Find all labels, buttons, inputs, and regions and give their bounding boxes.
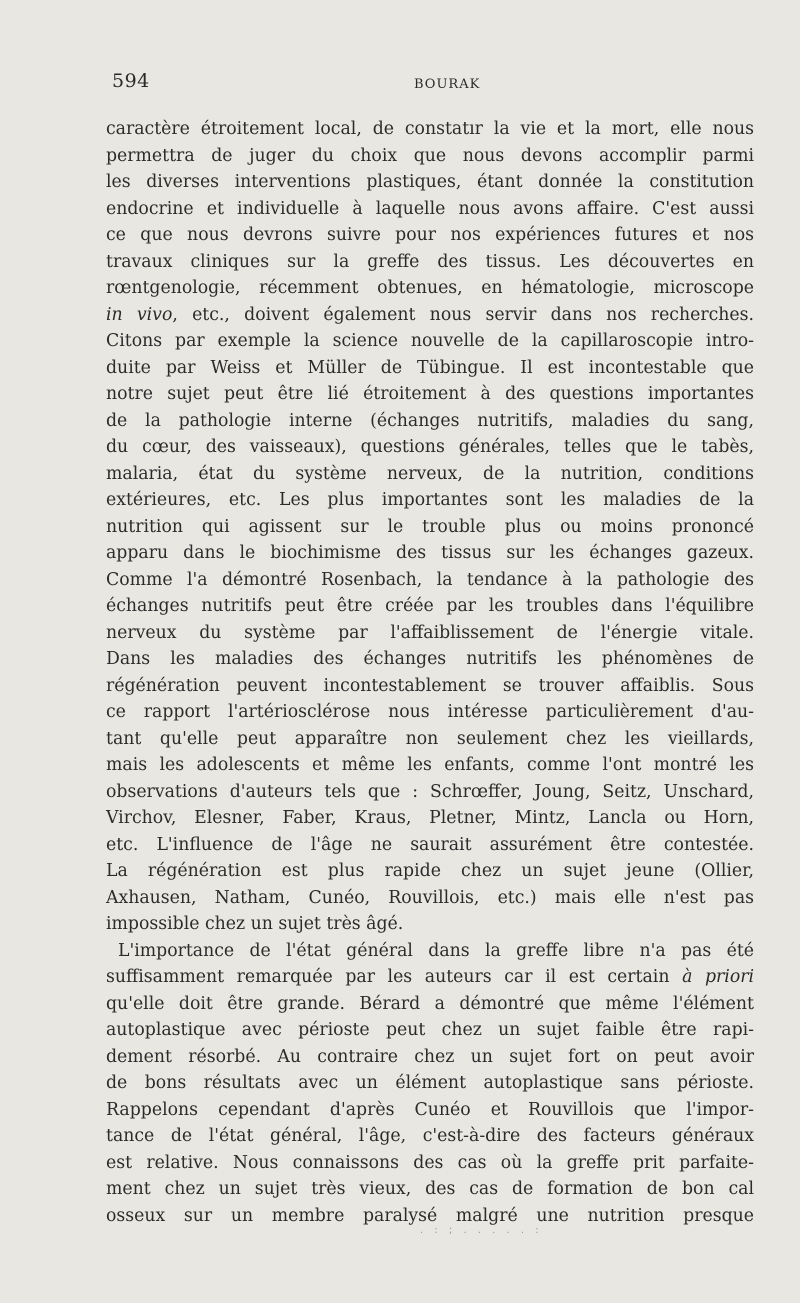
text-line: L'importance de l'état général dans la greffe libre n'a pas été <box>118 940 754 961</box>
text-line: Comme l'a démontré Rosenbach, la tendance à la pathologie des <box>106 569 754 590</box>
text-line: notre sujet peut être lié étroitement à des questions importantes <box>106 384 754 404</box>
text-line: régénération peuvent incontestablement se trouver affaiblis. Sous <box>106 675 754 696</box>
text-line: échanges nutritifs peut être créée par les troubles dans l'équilibre <box>106 596 754 616</box>
text-line: etc. L'influence de l'âge ne saurait assurément être contestée. <box>106 834 754 855</box>
page-header <box>112 70 752 100</box>
text-line: extérieures, etc. Les plus importantes sont les maladies de la <box>106 490 754 510</box>
body-text <box>106 116 754 1229</box>
text-line: endocrine et individuelle à laquelle nous avons affaire. C'est aussi <box>106 198 754 219</box>
text-line: de la pathologie interne (échanges nutritifs, maladies du sang, <box>106 410 754 431</box>
text-line: qu'elle doit être grande. Bérard a démontré que même l'élément <box>106 993 754 1014</box>
text-line: Axhausen, Natham, Cunéo, Rouvillois, etc.) mais elle n'est pas <box>106 887 754 908</box>
text-line: tance de l'état général, l'âge, c'est-à-dire des facteurs généraux <box>106 1126 754 1146</box>
text-line: caractère étroitement local, de constatır la vie et la mort, elle nous <box>106 119 754 139</box>
text-line: ce que nous devrons suivre pour nos expériences futures et nos <box>106 225 754 245</box>
text-line: apparu dans le biochimisme des tissus sur les échanges gazeux. <box>106 543 754 563</box>
text-line: Virchov, Elesner, Faber, Kraus, Pletner, Mintz, Lancla ou Horn, <box>106 808 754 828</box>
text-line: travaux cliniques sur la greffe des tissus. Les découvertes en <box>106 251 754 272</box>
text-line: impossible chez un sujet très âgé. <box>106 914 404 934</box>
text-line: tant qu'elle peut apparaître non seulement chez les vieillards, <box>106 728 754 749</box>
print-specks: . : ; . . . . . : <box>420 1225 543 1236</box>
text-line: nerveux du système par l'affaiblissement de l'énergie vitale. <box>106 622 754 643</box>
running-head: BOURAK <box>414 77 481 92</box>
page-number: 594 <box>112 70 150 92</box>
text-line: mais les adolescents et même les enfants, comme l'ont montré les <box>106 755 754 775</box>
text-line: Rappelons cependant d'après Cunéo et Rouvillois que l'impor- <box>106 1099 754 1120</box>
text-line: est relative. Nous connaissons des cas où la greffe prit parfaite- <box>106 1152 754 1173</box>
text-line: in vivo, etc., doivent également nous servir dans nos recherches. <box>106 304 754 325</box>
text-line: duite par Weiss et Müller de Tübingue. Il est incontestable que <box>106 357 754 378</box>
paragraph-2 <box>106 938 754 1230</box>
text-line: rœntgenologie, récemment obtenues, en hématologie, microscope <box>106 278 754 298</box>
text-line: Dans les maladies des échanges nutritifs les phénomènes de <box>106 649 754 669</box>
text-line: dement résorbé. Au contraire chez un sujet fort on peut avoir <box>106 1046 754 1067</box>
text-line: autoplastique avec périoste peut chez un sujet faible être rapi- <box>106 1020 754 1040</box>
text-line: suffisamment remarquée par les auteurs car il est certain à priori <box>106 967 755 987</box>
text-line: malaria, état du système nerveux, de la nutrition, conditions <box>106 463 754 484</box>
text-line: permettra de juger du choix que nous devons accomplir parmi <box>106 145 754 166</box>
text-line: observations d'auteurs tels que : Schrœffer, Joung, Seitz, Unschard, <box>106 781 754 802</box>
text-line: de bons résultats avec un élément autoplastique sans périoste. <box>106 1073 754 1093</box>
text-line: La régénération est plus rapide chez un sujet jeune (Ollier, <box>106 861 754 881</box>
text-line: Citons par exemple la science nouvelle de la capillaroscopie intro- <box>106 331 754 351</box>
text-line: ment chez un sujet très vieux, des cas de formation de bon cal <box>106 1179 754 1199</box>
text-line: les diverses interventions plastiques, étant donnée la constitution <box>106 172 754 192</box>
text-line: nutrition qui agissent sur le trouble plus ou moins prononcé <box>106 516 754 537</box>
text-line: du cœur, des vaisseaux), questions générales, telles que le tabès, <box>106 437 754 457</box>
text-line: osseux sur un membre paralysé malgré une nutrition presque <box>106 1205 754 1226</box>
paragraph-1 <box>106 116 754 938</box>
text-line: ce rapport l'artériosclérose nous intéresse particulièrement d'au- <box>106 702 754 722</box>
